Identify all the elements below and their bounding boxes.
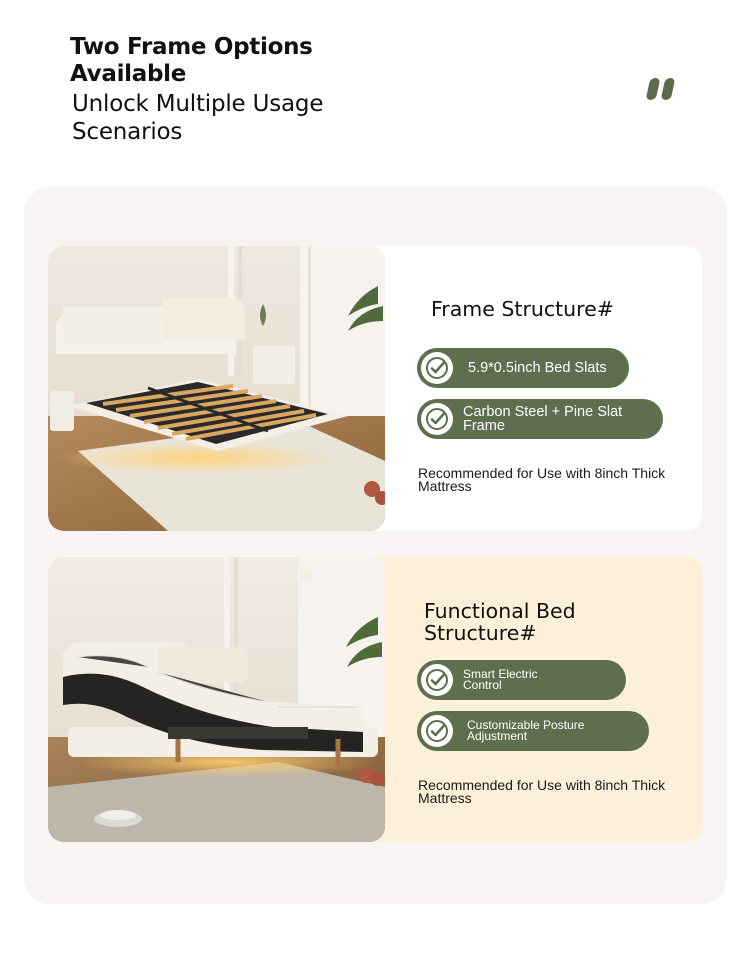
quote-mark-icon [644,78,678,102]
adjustable-bed-photo [48,557,385,842]
page-subtitle: Unlock Multiple Usage Scenarios [72,91,324,145]
mattress-note: Recommended for Use with 8inch Thick Mattress [418,465,666,494]
feature-label: Customizable Posture Adjustment [467,718,585,743]
feature-pill-posture [417,711,649,751]
functional-structure-card [48,557,702,842]
check-badge-icon [421,403,453,435]
feature-label: 5.9*0.5inch Bed Slats [468,360,607,376]
card-title: Frame Structure# [431,297,614,321]
check-badge-icon [421,715,453,747]
mattress-note: Recommended for Use with 8inch Thick Mattress [418,777,666,806]
feature-pill-smart-control [417,660,626,700]
card-title: Functional Bed Structure# [424,599,576,645]
check-badge-icon [421,664,453,696]
feature-pill-bed-slats [417,348,629,388]
page-title: Two Frame Options Available [70,34,313,87]
check-badge-icon [421,352,453,384]
frame-structure-card [48,246,702,531]
bed-frame-photo [48,246,385,531]
feature-label: Carbon Steel + Pine Slat Frame [463,404,623,434]
feature-label: Smart Electric Control [463,667,538,692]
feature-pill-frame-material [417,399,663,439]
